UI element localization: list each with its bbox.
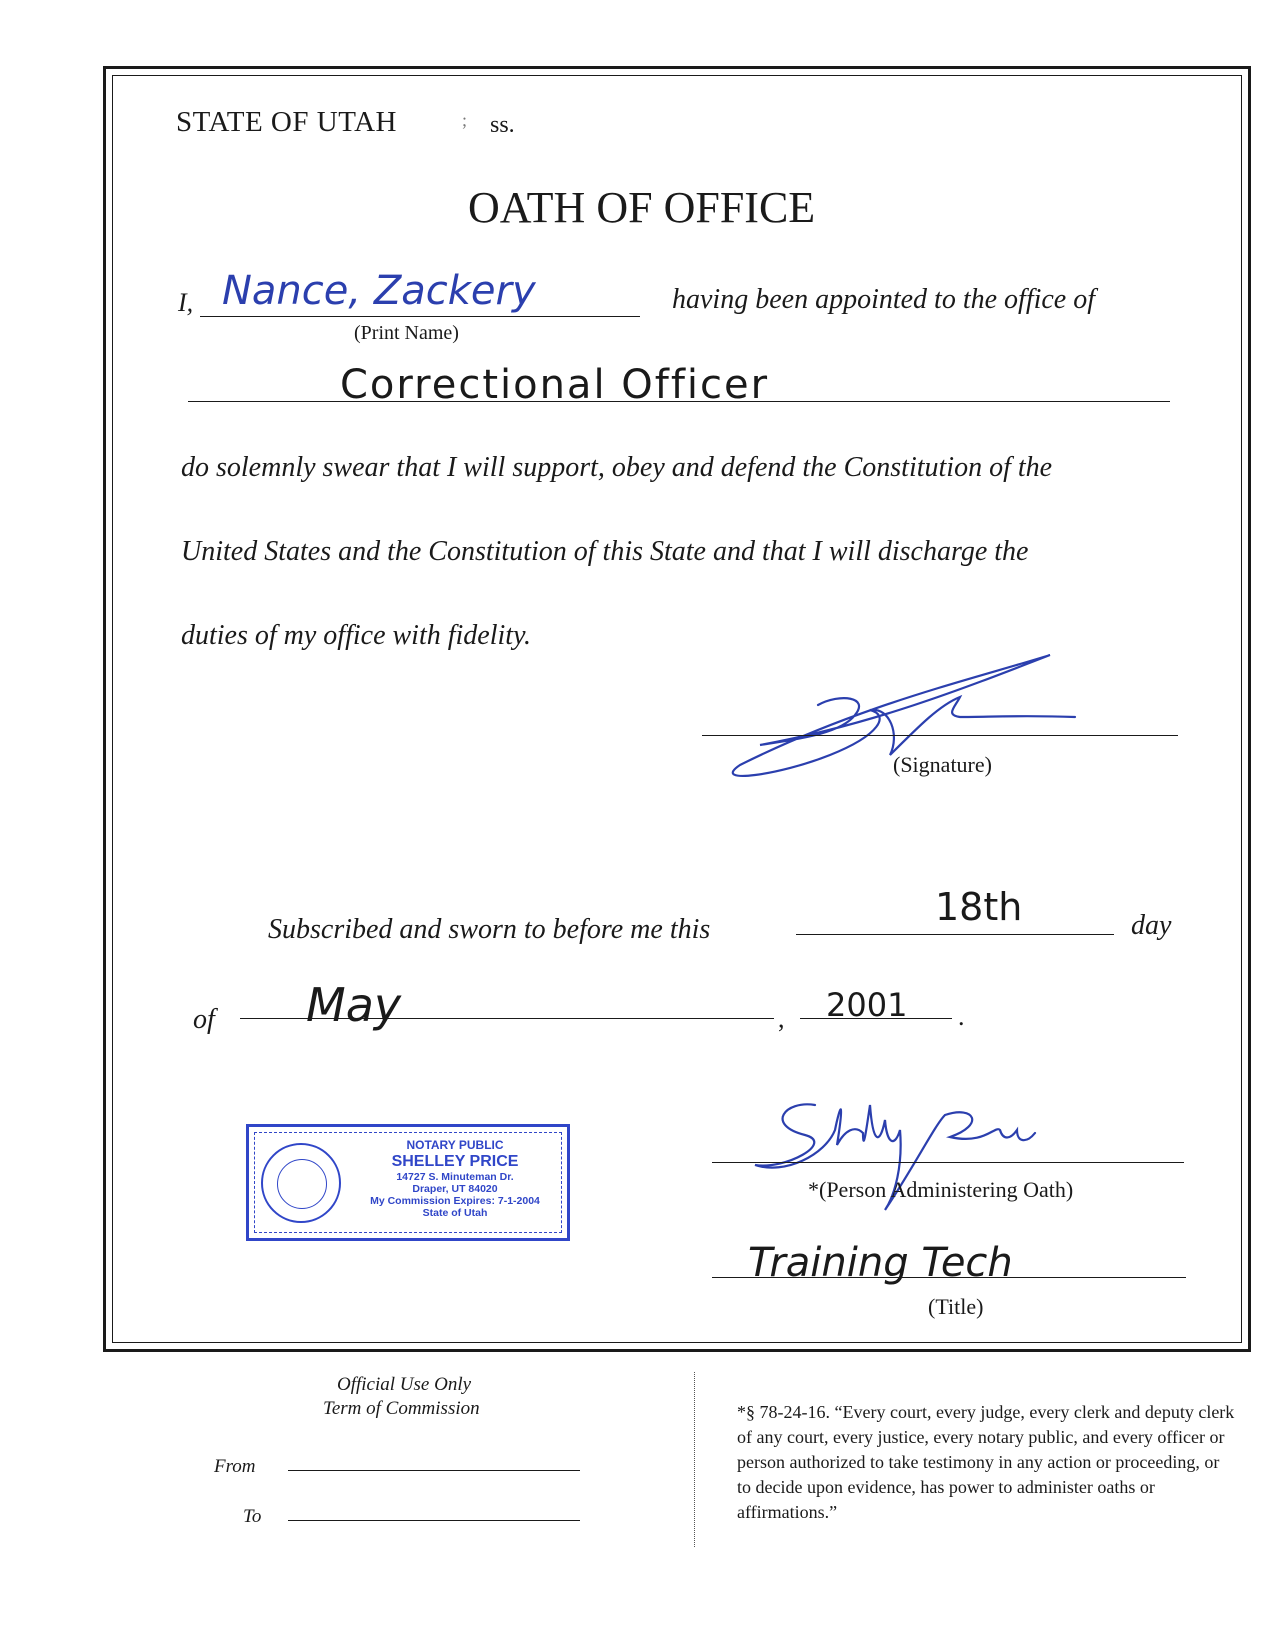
signature-line (702, 735, 1178, 736)
subscribed-text: Subscribed and sworn to before me this (268, 914, 711, 945)
office-line (188, 401, 1170, 402)
period: . (958, 1002, 965, 1031)
title-handwritten: Training Tech (748, 1240, 1013, 1286)
ss-divider: ; (462, 110, 468, 130)
oath-body-line-3: duties of my office with fidelity. (181, 620, 531, 651)
title-caption: (Title) (928, 1294, 984, 1319)
oath-body-line-2: United States and the Constitution of this State and that I will discharge the (181, 536, 1029, 567)
to-line (288, 1520, 580, 1521)
oath-body-line-1: do solemnly swear that I will support, obey and defend the Constitution of the (181, 452, 1053, 483)
signature-caption: (Signature) (893, 752, 992, 777)
to-label: To (243, 1506, 262, 1527)
seal-line-6: State of Utah (422, 1207, 488, 1220)
from-line (288, 1470, 580, 1471)
day-handwritten: 18th (935, 885, 1023, 929)
statute-footnote: *§ 78-24-16. “Every court, every judge, every clerk and deputy clerk of any court, every justice, every notary public, and every officer or person authorized to take testimony in any action or proceeding, or to decide upon evidence, has power to administer oaths or affirmations.” (737, 1402, 1235, 1522)
appointed-text: having been appointed to the office of (672, 284, 1096, 315)
section-divider (694, 1372, 695, 1547)
notary-seal-stamp (246, 1124, 570, 1241)
administrator-signature (745, 1085, 1085, 1225)
seal-line-1: NOTARY PUBLIC (406, 1138, 504, 1152)
page-title: OATH OF OFFICE (468, 183, 816, 232)
month-handwritten: May (306, 978, 402, 1032)
title-line (712, 1277, 1186, 1278)
from-label: From (214, 1456, 256, 1477)
seal-text-block (349, 1139, 561, 1219)
administering-line (712, 1162, 1184, 1163)
day-label: day (1131, 910, 1172, 941)
office-handwritten: Correctional Officer (340, 362, 770, 408)
of-label: of (193, 1004, 215, 1035)
state-seal-emblem (261, 1143, 341, 1223)
day-line (796, 934, 1114, 935)
ss-label: ss. (490, 112, 515, 138)
administering-caption: *(Person Administering Oath) (808, 1177, 1074, 1202)
year-handwritten: 2001 (826, 986, 908, 1024)
comma: , (778, 1004, 785, 1033)
term-of-commission-heading: Term of Commission (323, 1398, 480, 1419)
name-handwritten: Nance, Zackery (222, 268, 536, 314)
print-name-caption: (Print Name) (354, 322, 459, 344)
seal-line-3: 14727 S. Minuteman Dr. (396, 1171, 514, 1184)
i-label: I, (178, 288, 194, 317)
seal-line-2: SHELLEY PRICE (391, 1152, 519, 1170)
official-use-heading: Official Use Only (337, 1374, 472, 1395)
state-label: STATE OF UTAH (176, 106, 397, 138)
seal-line-5: My Commission Expires: 7-1-2004 (370, 1195, 540, 1208)
seal-line-4: Draper, UT 84020 (412, 1183, 498, 1196)
name-line (200, 316, 640, 317)
